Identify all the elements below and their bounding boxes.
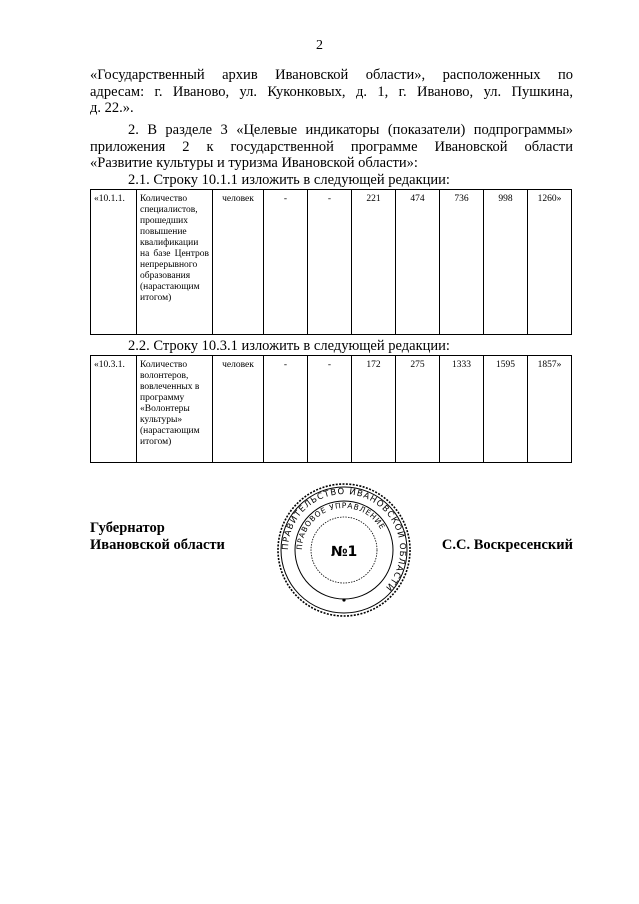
paragraph-section-3 xyxy=(90,122,573,172)
table-row xyxy=(91,190,572,335)
indicator-code: «10.1.1. xyxy=(91,190,137,335)
signatory-title-line: Губернатор xyxy=(90,520,165,536)
indicator-value: 1333 xyxy=(440,356,484,463)
indicator-value: - xyxy=(264,356,308,463)
indicator-value: - xyxy=(264,190,308,335)
indicator-value: - xyxy=(308,190,352,335)
indicator-value: 275 xyxy=(396,356,440,463)
indicator-value: 736 xyxy=(440,190,484,335)
paragraph-line: адресам: г. Иваново, ул. Куконковых, д. 1, г. Иваново, ул. Пушкина, xyxy=(90,83,573,100)
indicator-name: Количество волонтеров, вовлеченных в программу «Волонтеры культуры» (нарастающим итогом) xyxy=(137,356,213,463)
official-stamp xyxy=(276,482,412,618)
indicator-unit: человек xyxy=(213,190,264,335)
indicator-code: «10.3.1. xyxy=(91,356,137,463)
stamp-dot xyxy=(342,598,345,601)
indicator-value: 998 xyxy=(484,190,528,335)
indicator-value: 474 xyxy=(396,190,440,335)
table-row xyxy=(91,356,572,463)
paragraph-archive-addresses xyxy=(90,67,573,117)
paragraph-line: «Государственный архив Ивановской области», расположенных по xyxy=(90,67,573,83)
stamp-inner-text: ПРАВОВОЕ УПРАВЛЕНИЕ xyxy=(294,500,388,551)
indicator-unit: человек xyxy=(213,356,264,463)
indicator-value: 221 xyxy=(352,190,396,335)
stamp-number: №1 xyxy=(330,544,358,560)
paragraph-line: д. 22.». xyxy=(90,100,134,116)
paragraph-line: 2. В разделе 3 «Целевые индикаторы (показатели) подпрограммы» xyxy=(128,122,573,138)
signatory-title-line: Ивановской области xyxy=(90,537,225,553)
signatory-name: С.С. Воскресенский xyxy=(441,537,573,553)
indicator-value: - xyxy=(308,356,352,463)
paragraph-line: приложения 2 к государственной программе Ивановской области xyxy=(90,138,573,155)
indicator-value: 1595 xyxy=(484,356,528,463)
indicator-table-10-1-1 xyxy=(90,189,572,335)
heading-row-10-1-1: 2.1. Строку 10.1.1 изложить в следующей редакции: xyxy=(128,172,450,188)
heading-row-10-3-1: 2.2. Строку 10.3.1 изложить в следующей редакции: xyxy=(128,338,450,354)
indicator-value: 1857» xyxy=(528,356,572,463)
indicator-name: Количество специалистов, прошедших повышение квалификации на базе Центров непрерывного образования (нарастающим итогом) xyxy=(137,190,213,335)
stamp-outer-text: ПРАВИТЕЛЬСТВО ИВАНОВСКОЙ ОБЛАСТИ xyxy=(280,486,408,593)
page-number: 2 xyxy=(316,38,323,53)
signatory-title xyxy=(90,520,225,554)
indicator-value: 1260» xyxy=(528,190,572,335)
indicator-table-10-3-1 xyxy=(90,355,572,463)
paragraph-line: «Развитие культуры и туризма Ивановской области»: xyxy=(90,155,418,171)
indicator-value: 172 xyxy=(352,356,396,463)
